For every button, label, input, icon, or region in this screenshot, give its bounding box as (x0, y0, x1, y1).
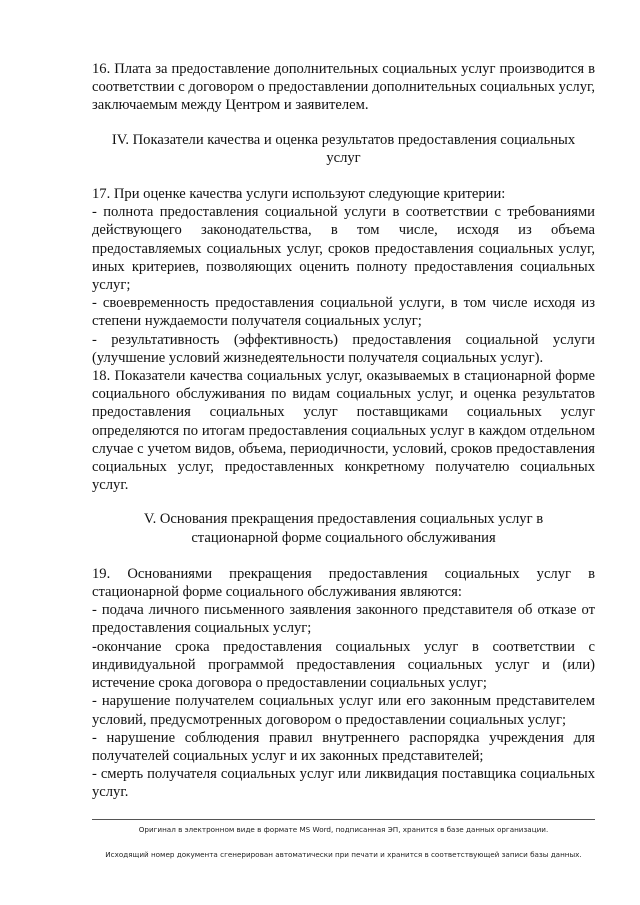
footer-original-note: Оригинал в электронном виде в формате MS Word, подписанная ЭП, хранится в базе данных организации. (138, 825, 549, 834)
paragraph-17-item-3: - результативность (эффективность) предоставления социальной услуги (улучшение условий жизнедеятельности получателя социальных услуг). (92, 331, 595, 366)
section-title-iv: IV. Показатели качества и оценка результатов предоставления социальных услуг (111, 131, 576, 166)
paragraph-17-item-2: - своевременность предоставления социальной услуги, в том числе исходя из степени нуждаемости получателя социальных услуг; (92, 295, 595, 330)
page-footer (92, 819, 595, 859)
paragraph-18: 18. Показатели качества социальных услуг, оказываемых в стационарной форме социального обслуживания по видам социальных услуг, и оценка результатов предоставления социальных услуг поставщиками социальных услуг определяются по итогам предоставления социальных услуг в каждом отдельном случае с учетом видов, объема, периодичности, условий, сроков предоставления социальных услуг, предоставленных конкретному получателю социальных услуг. (92, 368, 595, 494)
paragraph-19-intro: 19. Основаниями прекращения предоставления социальных услуг в стационарной форме социального обслуживания являются: (92, 565, 595, 601)
paragraph-17-intro: 17. При оценке качества услуги используют следующие критерии: (92, 186, 506, 203)
paragraph-19-item-3: - нарушение получателем социальных услуг или его законным представителем условий, предусмотренных договором о предоставлении социальных услуг; (92, 693, 595, 728)
paragraph-19-item-1: - подача личного письменного заявления законного представителя об отказе от предоставления социальных услуг; (92, 602, 595, 637)
paragraph-19-item-5: - смерть получателя социальных услуг или ликвидация поставщика социальных услуг. (92, 766, 595, 801)
paragraph-17-item-1: - полнота предоставления социальной услуги в соответствии с требованиями действующего законодательства, в том числе, исходя из объема предоставляемых социальных услуг, сроков предоставления социальных услуг, иных критериев, позволяющих оценить полноту предоставления социальных услуг; (92, 204, 595, 294)
section-title-v: V. Основания прекращения предоставления социальных услуг в стационарной форме социального обслуживания (143, 511, 544, 546)
document-body (92, 60, 595, 802)
paragraph-19-item-4: - нарушение соблюдения правил внутреннего распорядка учреждения для получателей социальных услуг и их законных представителей; (92, 729, 595, 764)
footer-number-note: Исходящий номер документа сгенерирован автоматически при печати и хранится в соответствующей записи базы данных. (105, 850, 582, 859)
paragraph-16: 16. Плата за предоставление дополнительных социальных услуг производится в соответствии с договором о предоставлении дополнительных социальных услуг, заключаемым между Центром и заявителем. (92, 61, 595, 114)
paragraph-19-item-2: -окончание срока предоставления социальных услуг в соответствии с индивидуальной программой предоставления социальных услуг и (или) истечение срока договора о предоставлении социальных услуг; (92, 638, 595, 692)
